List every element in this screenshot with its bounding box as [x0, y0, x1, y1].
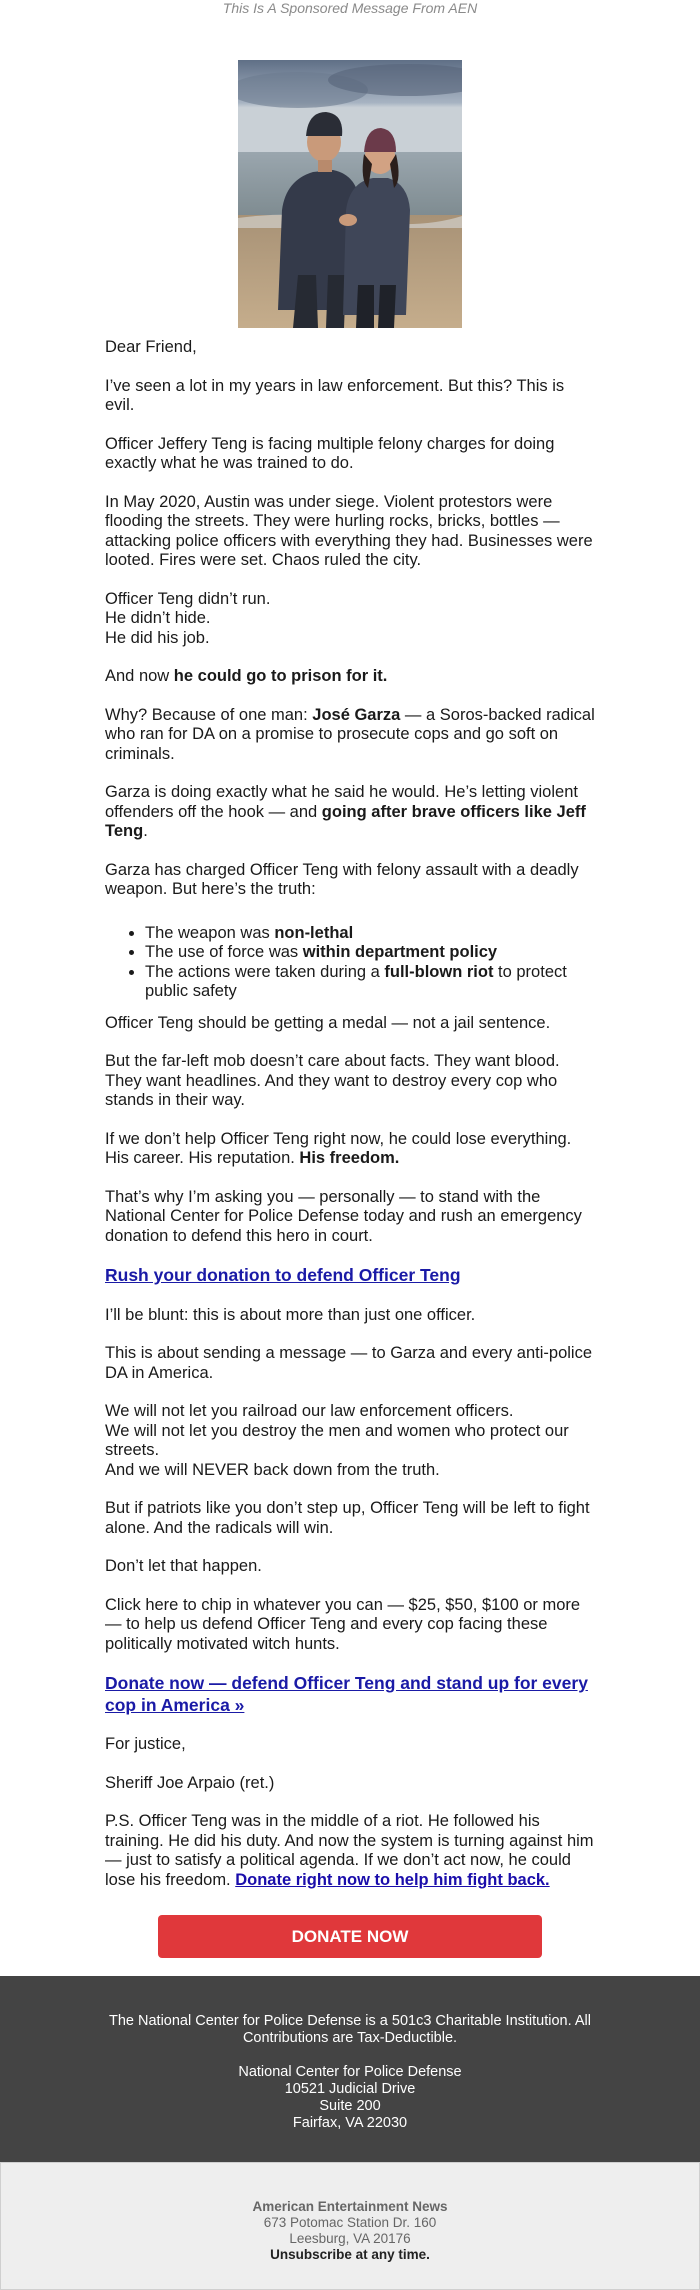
paragraph-7-bold: going after brave officers like Jeff Teng	[105, 802, 586, 840]
paragraph-1: I’ve seen a lot in my years in law enforcement. But this? This is evil.	[105, 376, 565, 414]
paragraph-15	[105, 1402, 595, 1480]
hero-photo	[238, 60, 462, 328]
paragraph-17: Don’t let that happen.	[105, 1557, 262, 1575]
footer-disclaimer: The National Center for Police Defense is a 501c3 Charitable Institution. All Contributions are Tax-Deductible.	[109, 2013, 591, 2046]
paragraph-7	[105, 783, 595, 842]
paragraph-2: Officer Jeffery Teng is facing multiple felony charges for doing exactly what he was trained to do.	[105, 434, 555, 472]
letter-body	[105, 338, 595, 1890]
paragraph-3: In May 2020, Austin was under siege. Violent protestors were flooding the streets. They were hurling rocks, bricks, bottles — attacking police officers with everything they had. Businesses were looted. Fires were set. Chaos ruled the city.	[105, 492, 593, 569]
couple-beach-photo-icon	[238, 60, 462, 328]
paragraph-14: This is about sending a message — to Garza and every anti-police DA in America.	[105, 1344, 593, 1382]
paragraph-12: That’s why I’m asking you — personally — to stand with the National Center for Police Defense today and rush an emergency donation to defend this hero in court.	[105, 1187, 582, 1245]
footer-sender-info	[0, 2162, 700, 2290]
list-item-lead: The weapon was	[145, 923, 275, 942]
list-item-lead: The actions were taken during a	[145, 962, 385, 981]
list-item	[145, 924, 595, 944]
paragraph-7-tail: .	[143, 822, 148, 840]
paragraph-5-lead: And now	[105, 667, 174, 685]
signature: Sheriff Joe Arpaio (ret.)	[105, 1773, 275, 1792]
footer-address-2: Suite 200	[319, 2098, 381, 2114]
list-item	[145, 963, 595, 1002]
paragraph-7-lead: Garza is doing exactly what he said he would. He’s letting violent offenders off the hook — and	[105, 783, 578, 821]
paragraph-18: Click here to chip in whatever you can — $25, $50, $100 or more — to help us defend Officer Teng and every cop facing these politically motivated witch hunts.	[105, 1595, 581, 1653]
paragraph-9: Officer Teng should be getting a medal — not a jail sentence.	[105, 1013, 551, 1032]
list-item-lead: The use of force was	[145, 943, 303, 961]
hero-container	[0, 60, 700, 328]
paragraph-11-lead: If we don’t help Officer Teng right now, he could lose everything. His career. His reputation.	[105, 1129, 572, 1167]
footer-org-name: National Center for Police Defense	[238, 2064, 462, 2080]
postscript-text: P.S. Officer Teng was in the middle of a riot. He followed his training. He did his duty. And now the system is turning against him — just to satisfy a political agenda. If we don’t act now, he could lose his freedom.	[105, 1812, 594, 1889]
list-item-tail: to protect public safety	[145, 962, 567, 1000]
cta-1	[105, 1265, 595, 1287]
list-item-bold: full-blown riot	[384, 962, 494, 981]
postscript	[105, 1812, 595, 1890]
paragraph-5	[105, 667, 595, 687]
list-item	[145, 943, 595, 963]
donate-now-link[interactable]: Donate now — defend Officer Teng and stand up for every cop in America »	[105, 1673, 588, 1715]
rush-donation-link[interactable]: Rush your donation to defend Officer Teng	[105, 1265, 461, 1285]
sponsor-line: This Is A Sponsored Message From AEN	[222, 0, 478, 16]
signoff: For justice,	[105, 1735, 186, 1753]
footer-charity-info	[0, 1976, 700, 2162]
greeting: Dear Friend,	[105, 338, 197, 356]
donate-now-button[interactable]: DONATE NOW	[158, 1915, 542, 1958]
paragraph-8: Garza has charged Officer Teng with felony assault with a deadly weapon. But here’s the truth:	[105, 860, 579, 898]
paragraph-4-line-2: He didn’t hide.	[105, 609, 211, 627]
paragraph-11-bold: His freedom.	[299, 1149, 400, 1167]
paragraph-4-line-1: Officer Teng didn’t run.	[105, 589, 271, 608]
sender-city: Leesburg, VA 20176	[289, 2231, 411, 2246]
paragraph-15-line-1: We will not let you railroad our law enforcement officers.	[105, 1402, 514, 1420]
paragraph-4	[105, 590, 595, 649]
footer-address-1: 10521 Judicial Drive	[284, 2081, 416, 2097]
paragraph-13: I’ll be blunt: this is about more than just one officer.	[105, 1305, 476, 1324]
paragraph-6-bold: José Garza	[312, 705, 401, 724]
paragraph-6-tail: — a Soros-backed radical who ran for DA on a promise to prosecute cops and go soft on criminals.	[105, 705, 595, 763]
paragraph-16: But if patriots like you don’t step up, Officer Teng will be left to fight alone. And the radicals will win.	[105, 1499, 590, 1537]
paragraph-6-lead: Why? Because of one man:	[105, 705, 313, 724]
unsubscribe-link[interactable]: Unsubscribe at any time.	[270, 2247, 430, 2262]
paragraph-6	[105, 706, 595, 765]
sender-address-1: 673 Potomac Station Dr. 160	[263, 2215, 437, 2230]
sender-name: American Entertainment News	[252, 2199, 448, 2214]
donate-button-container	[0, 1915, 700, 1959]
footer-city: Fairfax, VA 22030	[292, 2115, 408, 2131]
paragraph-11	[105, 1130, 595, 1169]
paragraph-15-line-3: And we will NEVER back down from the truth.	[105, 1460, 440, 1479]
paragraph-5-bold: he could go to prison for it.	[173, 667, 388, 685]
paragraph-15-line-2: We will not let you destroy the men and women who protect our streets.	[105, 1421, 569, 1459]
ps-donate-link[interactable]: Donate right now to help him fight back.	[235, 1870, 550, 1889]
paragraph-10: But the far-left mob doesn’t care about facts. They want blood. They want headlines. And they want to destroy every cop who stands in their way.	[105, 1052, 560, 1109]
paragraph-4-line-3: He did his job.	[105, 628, 210, 647]
list-item-bold: non-lethal	[274, 923, 354, 942]
list-item-bold: within department policy	[302, 943, 498, 961]
cta-2	[105, 1673, 595, 1716]
truth-list	[105, 924, 595, 1002]
